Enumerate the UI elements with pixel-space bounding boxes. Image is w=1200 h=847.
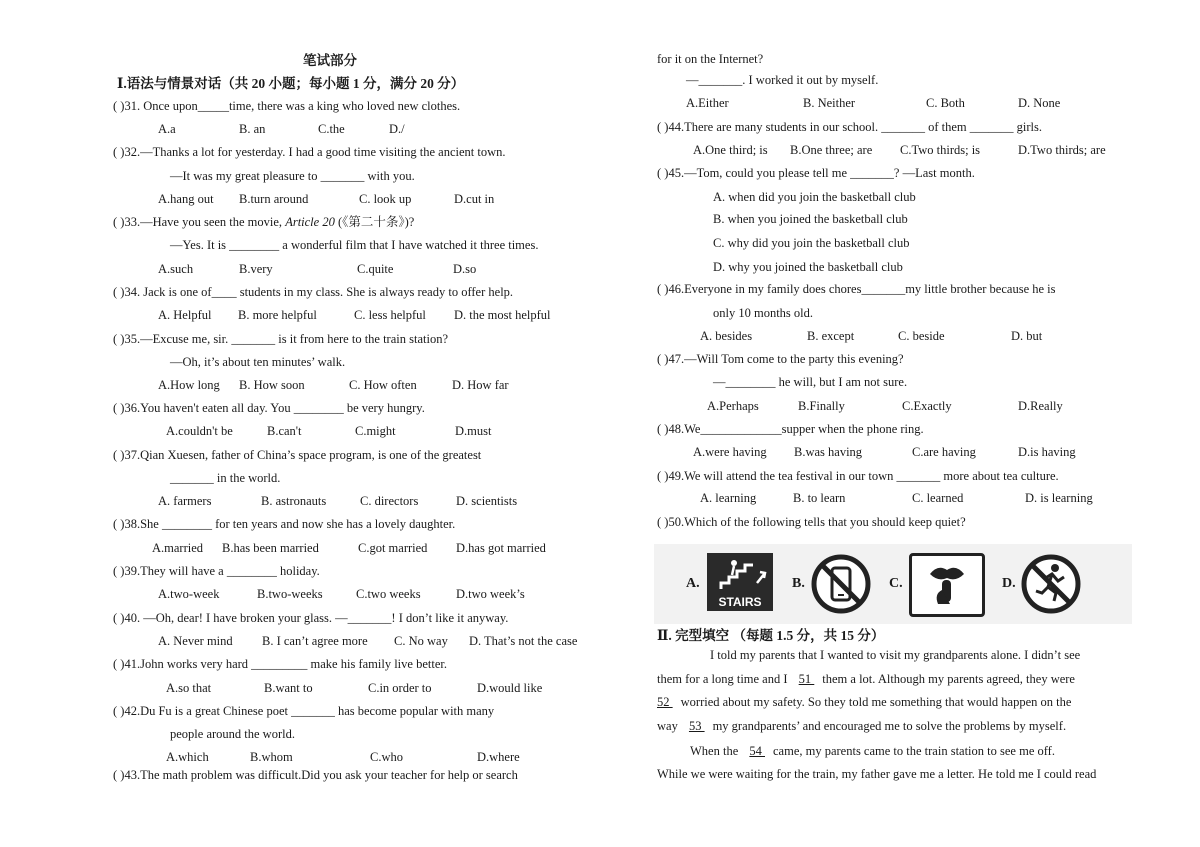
option-a[interactable]: A.which [166, 750, 209, 764]
question-32-line2: —It was my great pleasure to _______ with you. [170, 169, 415, 183]
keep-quiet-sign-icon[interactable] [909, 553, 985, 617]
option-a[interactable]: A.Either [686, 96, 729, 110]
option-b[interactable]: B.can't [267, 424, 302, 438]
blank-54[interactable]: 54 [749, 744, 765, 758]
option-d[interactable]: D.is having [1018, 445, 1076, 459]
q45-option-d[interactable]: D. why you joined the basketball club [713, 260, 903, 274]
option-d[interactable]: D.Two thirds; are [1018, 143, 1106, 157]
option-b[interactable]: B. to learn [793, 491, 846, 505]
option-d[interactable]: D. but [1011, 329, 1043, 343]
question-47: ( )47.—Will Tom come to the party this evening? [657, 352, 904, 366]
option-b[interactable]: B.want to [264, 681, 313, 695]
option-c[interactable]: C.the [318, 122, 345, 136]
question-34: ( )34. Jack is one of____ students in my class. She is always ready to offer help. [113, 285, 514, 299]
option-a[interactable]: A.couldn't be [166, 424, 233, 438]
question-41: ( )41.John works very hard _________ make his family live better. [113, 657, 447, 671]
sign-label-a: A. [686, 576, 700, 591]
option-a[interactable]: A.married [152, 541, 204, 555]
no-running-graphic-icon [1020, 553, 1082, 615]
passage-line-5 [690, 744, 1055, 759]
stairs-sign-icon[interactable] [707, 553, 773, 611]
no-running-sign-icon[interactable] [1020, 553, 1082, 615]
page-title: 笔试部分 [303, 53, 357, 68]
option-c[interactable]: C.two weeks [356, 587, 421, 601]
option-b[interactable]: B.One three; are [790, 143, 873, 157]
sign-label-d: D. [1002, 576, 1016, 591]
option-b[interactable]: B.whom [250, 750, 293, 764]
question-31: ( )31. Once upon_____time, there was a king who loved new clothes. [113, 99, 461, 113]
option-c[interactable]: C. How often [349, 378, 417, 392]
passage-line-4 [657, 719, 1066, 734]
passage-text: came, my parents came to the train station to see me off. [773, 744, 1055, 758]
option-d[interactable]: D.cut in [454, 192, 495, 206]
option-d[interactable]: D.where [477, 750, 520, 764]
passage-text: way [657, 719, 678, 733]
blank-51[interactable]: 51 [798, 672, 815, 686]
option-d[interactable]: D. How far [452, 378, 509, 392]
option-d[interactable]: D.has got married [456, 541, 546, 555]
question-35-line2: —Oh, it’s about ten minutes’ walk. [170, 355, 346, 369]
sign-options-strip [654, 544, 1132, 624]
option-d[interactable]: D./ [389, 122, 405, 136]
option-a[interactable]: A.were having [693, 445, 767, 459]
question-47-line2: —________ he will, but I am not sure. [713, 375, 908, 389]
question-33-end: (《第二十条》)? [337, 215, 415, 229]
question-46-line2: only 10 months old. [713, 306, 814, 320]
option-b[interactable]: B. an [239, 122, 266, 136]
blank-53[interactable]: 53 [688, 719, 705, 733]
option-d[interactable]: D.so [453, 262, 477, 276]
option-a[interactable]: A. Never mind [158, 634, 233, 648]
question-40: ( )40. —Oh, dear! I have broken your glass. —_______! I don’t like it anyway. [113, 611, 509, 625]
option-a[interactable]: A.two-week [158, 587, 220, 601]
passage-line-1: I told my parents that I wanted to visit my grandparents alone. I didn’t see [710, 648, 1081, 662]
option-d[interactable]: D.two week’s [456, 587, 525, 601]
blank-52[interactable]: 52 [657, 695, 673, 709]
question-43: ( )43.The math problem was difficult.Did you ask your teacher for help or search [113, 768, 518, 782]
option-c[interactable]: C. Both [926, 96, 965, 110]
sign-label-b: B. [792, 576, 805, 591]
question-35: ( )35.—Excuse me, sir. _______ is it from here to the train station? [113, 332, 448, 346]
option-a[interactable]: A.hang out [158, 192, 214, 206]
passage-text: my grandparents’ and encouraged me to solve the problems by myself. [712, 719, 1067, 733]
option-a[interactable]: A.How long [158, 378, 220, 392]
option-d[interactable]: D. That’s not the case [469, 634, 578, 648]
q45-option-c[interactable]: C. why did you join the basketball club [713, 236, 910, 250]
option-a[interactable]: A.so that [166, 681, 212, 695]
option-c[interactable]: C.in order to [368, 681, 432, 695]
passage-text: worried about my safety. So they told me something that would happen on the [680, 695, 1072, 709]
option-a[interactable]: A.Perhaps [707, 399, 759, 413]
q45-option-b[interactable]: B. when you joined the basketball club [713, 212, 908, 226]
option-d[interactable]: D. scientists [456, 494, 518, 508]
option-c[interactable]: C.Two thirds; is [900, 143, 981, 157]
option-c[interactable]: C. learned [912, 491, 964, 505]
option-d[interactable]: D. None [1018, 96, 1061, 110]
option-b[interactable]: B. How soon [239, 378, 305, 392]
question-45: ( )45.—Tom, could you please tell me _______? —Last month. [657, 166, 975, 180]
option-c[interactable]: C. directors [360, 494, 419, 508]
option-c[interactable]: C.are having [912, 445, 976, 459]
question-42-line2: people around the world. [170, 727, 295, 741]
option-d[interactable]: D.would like [477, 681, 543, 695]
option-b[interactable]: B. more helpful [238, 308, 317, 322]
question-42: ( )42.Du Fu is a great Chinese poet _______ has become popular with many [113, 704, 495, 718]
right-column [640, 0, 1200, 847]
question-33 [113, 215, 414, 230]
question-33-line2: —Yes. It is ________ a wonderful film that I have watched it three times. [170, 238, 539, 252]
no-phone-sign-icon[interactable] [810, 553, 872, 615]
passage-text: them a lot. Although my parents agreed, they were [822, 672, 1075, 686]
option-c[interactable]: C. No way [394, 634, 448, 648]
question-48: ( )48.We_____________supper when the phone ring. [657, 422, 924, 436]
question-36: ( )36.You haven't eaten all day. You ________ be very hungry. [113, 401, 425, 415]
stairs-text: STAIRS [718, 595, 762, 609]
question-50: ( )50.Which of the following tells that you should keep quiet? [657, 515, 966, 529]
option-a[interactable]: A.a [158, 122, 176, 136]
option-b[interactable]: B. Neither [803, 96, 856, 110]
option-c[interactable]: C.who [370, 750, 403, 764]
movie-title: Article 20 [285, 215, 335, 229]
option-d[interactable]: D.Really [1018, 399, 1063, 413]
question-32: ( )32.—Thanks a lot for yesterday. I had a good time visiting the ancient town. [113, 145, 506, 159]
question-49: ( )49.We will attend the tea festival in our town _______ more about tea culture. [657, 469, 1059, 483]
option-d[interactable]: D. is learning [1025, 491, 1093, 505]
option-b[interactable]: B. astronauts [261, 494, 327, 508]
option-a[interactable]: A. learning [700, 491, 757, 505]
option-b[interactable]: B. except [807, 329, 855, 343]
question-37: ( )37.Qian Xuesen, father of China’s space program, is one of the greatest [113, 448, 482, 462]
question-37-line2: _______ in the world. [170, 471, 281, 485]
passage-line-3 [657, 695, 1071, 710]
option-b[interactable]: B.two-weeks [257, 587, 323, 601]
question-46: ( )46.Everyone in my family does chores_______my little brother because he is [657, 282, 1056, 296]
option-b[interactable]: B.very [239, 262, 273, 276]
option-c[interactable]: C. beside [898, 329, 945, 343]
no-phone-graphic-icon [810, 553, 872, 615]
option-a[interactable]: A. Helpful [158, 308, 212, 322]
passage-text: them for a long time and I [657, 672, 788, 686]
question-33-text: ( )33.—Have you seen the movie, [113, 215, 283, 229]
option-a[interactable]: A.such [158, 262, 194, 276]
option-d[interactable]: D.must [455, 424, 492, 438]
option-b[interactable]: B.was having [794, 445, 863, 459]
option-d[interactable]: D. the most helpful [454, 308, 551, 322]
sign-label-c: C. [889, 576, 903, 591]
question-38: ( )38.She ________ for ten years and now she has a lovely daughter. [113, 517, 456, 531]
question-43-line2: for it on the Internet? [657, 52, 764, 66]
passage-text: When the [690, 744, 739, 758]
section-1-heading: Ⅰ.语法与情景对话（共 20 小题；每小题 1 分，满分 20 分） [117, 76, 465, 91]
option-c[interactable]: C.might [355, 424, 396, 438]
option-b[interactable]: B.turn around [239, 192, 309, 206]
option-c[interactable]: C.quite [357, 262, 394, 276]
option-b[interactable]: B.Finally [798, 399, 845, 413]
option-b[interactable]: B. I can’t agree more [262, 634, 368, 648]
option-c[interactable]: C. less helpful [354, 308, 426, 322]
keep-quiet-graphic-icon [912, 556, 982, 614]
option-c[interactable]: C.got married [358, 541, 428, 555]
question-43-line3: —_______. I worked it out by myself. [686, 73, 879, 87]
option-b[interactable]: B.has been married [222, 541, 319, 555]
option-c[interactable]: C. look up [359, 192, 412, 206]
option-a[interactable]: A. farmers [158, 494, 212, 508]
passage-line-6: While we were waiting for the train, my father gave me a letter. He told me I could read [657, 767, 1097, 781]
question-39: ( )39.They will have a ________ holiday. [113, 564, 320, 578]
q45-option-a[interactable]: A. when did you join the basketball club [713, 190, 916, 204]
passage-line-2 [657, 672, 1075, 687]
option-a[interactable]: A. besides [700, 329, 753, 343]
option-a[interactable]: A.One third; is [693, 143, 768, 157]
option-c[interactable]: C.Exactly [902, 399, 952, 413]
section-2-heading: Ⅱ. 完型填空 （每题 1.5 分，共 15 分） [657, 628, 885, 643]
question-44: ( )44.There are many students in our school. _______ of them _______ girls. [657, 120, 1042, 134]
